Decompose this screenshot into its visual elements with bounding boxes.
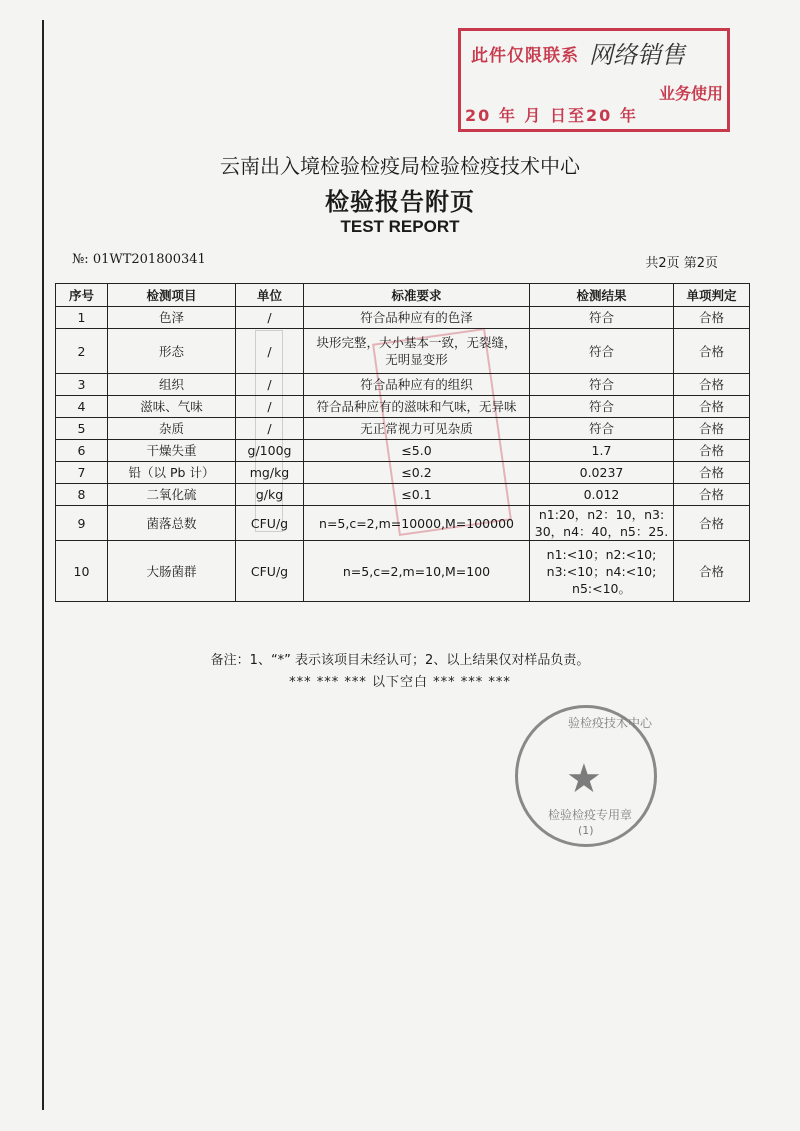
blank-below-line: *** *** *** 以下空白 *** *** ***	[289, 675, 511, 690]
cell-judgement: 合格	[674, 462, 750, 484]
official-round-seal	[515, 705, 657, 847]
table-row	[56, 484, 750, 506]
requirement-line: 无明显变形	[385, 352, 448, 367]
table-header-row	[56, 284, 750, 307]
cell-requirement: ≤0.2	[304, 462, 530, 484]
cell-no: 7	[56, 462, 108, 484]
cell-judgement: 合格	[674, 396, 750, 418]
cell-unit: CFU/g	[236, 506, 304, 541]
cell-no: 8	[56, 484, 108, 506]
cell-requirement: ≤0.1	[304, 484, 530, 506]
header-item: 检测项目	[108, 284, 236, 307]
cell-requirement: 无正常视力可见杂质	[304, 418, 530, 440]
cell-judgement: 合格	[674, 307, 750, 329]
cell-unit: CFU/g	[236, 541, 304, 602]
cell-judgement: 合格	[674, 418, 750, 440]
report-title-cn: 检验报告附页	[325, 188, 475, 216]
header-result: 检测结果	[530, 284, 674, 307]
seal-number: (1)	[578, 824, 594, 837]
header-judgement: 单项判定	[674, 284, 750, 307]
report-title-en: TEST REPORT	[340, 217, 460, 236]
cell-no: 2	[56, 329, 108, 374]
stamp-handwriting: 网络销售	[589, 41, 685, 69]
cell-item: 杂质	[108, 418, 236, 440]
cell-requirement: n=5,c=2,m=10,M=100	[304, 541, 530, 602]
table-row	[56, 396, 750, 418]
cell-unit: g/100g	[236, 440, 304, 462]
restriction-stamp	[458, 28, 730, 132]
result-line: 30，n4：40，n5：25.	[534, 524, 669, 539]
table-row	[56, 462, 750, 484]
cell-requirement	[304, 329, 530, 374]
result-line: n3:<10；n4:<10;	[546, 563, 657, 579]
stamp-line-3: 20 年 月 日至20 年	[465, 106, 638, 125]
header-requirement: 标准要求	[304, 284, 530, 307]
table-row	[56, 329, 750, 374]
cell-result: 符合	[530, 329, 674, 374]
cell-no: 9	[56, 506, 108, 541]
requirement-line: 块形完整，大小基本一致，无裂缝，	[316, 335, 517, 350]
cell-requirement: ≤5.0	[304, 440, 530, 462]
header-no: 序号	[56, 284, 108, 307]
cell-result: 符合	[530, 374, 674, 396]
cell-no: 6	[56, 440, 108, 462]
cell-result: 符合	[530, 396, 674, 418]
cell-unit: mg/kg	[236, 462, 304, 484]
cell-no: 1	[56, 307, 108, 329]
cell-judgement: 合格	[674, 329, 750, 374]
cell-result: 0.0237	[530, 462, 674, 484]
cell-item: 干燥失重	[108, 440, 236, 462]
table-row	[56, 307, 750, 329]
cell-unit: g/kg	[236, 484, 304, 506]
cell-result: 1.7	[530, 440, 674, 462]
cell-unit: /	[236, 329, 304, 374]
cell-item: 大肠菌群	[108, 541, 236, 602]
cell-item: 铅（以 Pb 计）	[108, 462, 236, 484]
cell-judgement: 合格	[674, 506, 750, 541]
cell-unit: /	[236, 396, 304, 418]
table-row	[56, 440, 750, 462]
cell-requirement: 符合品种应有的组织	[304, 374, 530, 396]
cell-item: 组织	[108, 374, 236, 396]
result-line: n1:20，n2：10，n3:	[538, 507, 665, 522]
cell-result: 0.012	[530, 484, 674, 506]
cell-judgement: 合格	[674, 440, 750, 462]
cell-item: 二氧化硫	[108, 484, 236, 506]
stamp-line-1: 此件仅限联系	[471, 46, 579, 66]
stamp-line-2: 业务使用	[659, 84, 724, 103]
cell-unit: /	[236, 418, 304, 440]
cell-judgement: 合格	[674, 374, 750, 396]
cell-no: 3	[56, 374, 108, 396]
remarks: 备注：1、“*” 表示该项目未经认可；2、以上结果仅对样品负责。	[210, 653, 590, 668]
cell-no: 5	[56, 418, 108, 440]
cell-item: 菌落总数	[108, 506, 236, 541]
cell-item: 形态	[108, 329, 236, 374]
cell-requirement: 符合品种应有的色泽	[304, 307, 530, 329]
result-line: n1:<10；n2:<10;	[546, 546, 657, 562]
report-number: №: 01WT201800341	[72, 252, 206, 267]
header-unit: 单位	[236, 284, 304, 307]
cell-requirement: n=5,c=2,m=10000,M=100000	[304, 506, 530, 541]
result-line: n5:<10。	[572, 580, 631, 596]
cell-result	[530, 541, 674, 602]
cell-requirement: 符合品种应有的滋味和气味，无异味	[304, 396, 530, 418]
cell-judgement: 合格	[674, 541, 750, 602]
cell-no: 4	[56, 396, 108, 418]
cell-result: 符合	[530, 418, 674, 440]
cell-item: 色泽	[108, 307, 236, 329]
table-row	[56, 418, 750, 440]
seal-text-top: 验检疫技术中心	[568, 716, 653, 730]
table-row	[56, 374, 750, 396]
cell-judgement: 合格	[674, 484, 750, 506]
star-icon: ★	[566, 756, 602, 802]
cell-unit: /	[236, 307, 304, 329]
table-row	[56, 506, 750, 541]
cell-item: 滋味、气味	[108, 396, 236, 418]
cell-no: 10	[56, 541, 108, 602]
seal-text-bottom: 检验检疫专用章	[548, 808, 633, 822]
organization-name: 云南出入境检验检疫局检验检疫技术中心	[220, 154, 580, 178]
table-row	[56, 541, 750, 602]
results-table	[55, 283, 750, 602]
cell-result	[530, 506, 674, 541]
cell-result: 符合	[530, 307, 674, 329]
page-count: 共2页 第2页	[645, 256, 718, 271]
cell-unit: /	[236, 374, 304, 396]
